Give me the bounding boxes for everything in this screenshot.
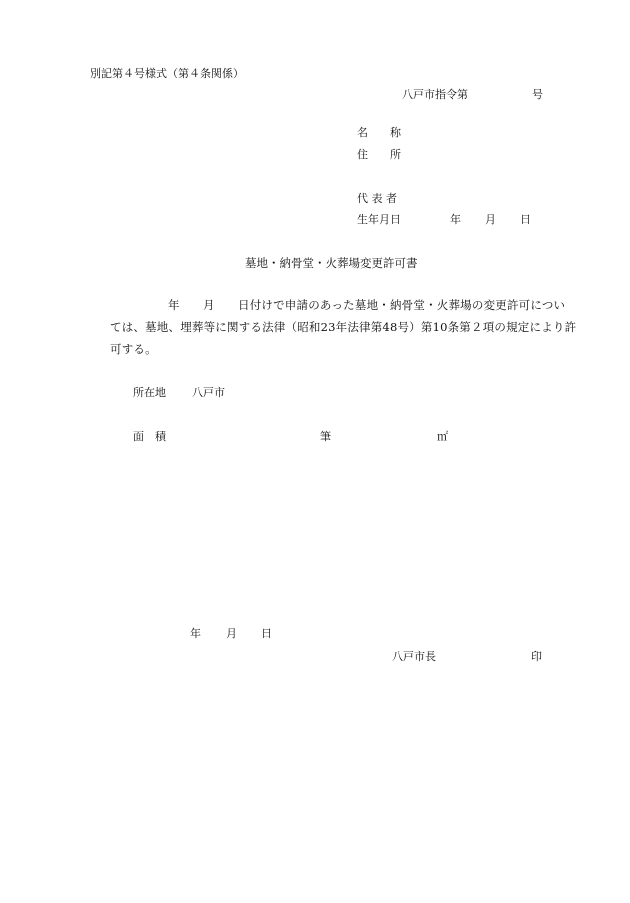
body-line-3: 可する。 xyxy=(110,342,157,356)
birthdate-day: 日 xyxy=(520,213,531,226)
body-line-2: ては、墓地、埋葬等に関する法律（昭和23年法律第48号）第10条第２項の規定により許 xyxy=(110,320,577,334)
issue-date-year: 年 xyxy=(190,627,201,640)
body-line-1: 日付けで申請のあった墓地・納骨堂・火葬場の変更許可につい xyxy=(238,298,566,312)
applicant-address-label: 住 所 xyxy=(357,148,401,161)
birthdate-label: 生年月日 xyxy=(357,213,401,226)
area-label: 面 積 xyxy=(133,430,166,443)
applicant-name-label: 名 称 xyxy=(357,126,401,139)
body-date-year: 年 xyxy=(168,298,180,312)
birthdate-month: 月 xyxy=(485,213,496,226)
issue-date-month: 月 xyxy=(226,627,237,640)
order-number-suffix: 号 xyxy=(532,88,543,101)
issue-date-day: 日 xyxy=(261,627,272,640)
location-label: 所在地 xyxy=(133,386,166,399)
parcel-unit: 筆 xyxy=(320,430,331,443)
representative-label: 代 表 者 xyxy=(357,192,397,205)
issuer-title: 八戸市長 xyxy=(392,650,436,663)
area-unit: ㎡ xyxy=(437,430,448,443)
form-label: 別記第４号様式（第４条関係） xyxy=(90,67,244,80)
body-date-month: 月 xyxy=(203,298,215,312)
order-number-prefix: 八戸市指令第 xyxy=(402,88,468,101)
seal-mark: 印 xyxy=(531,650,542,663)
birthdate-year: 年 xyxy=(450,213,461,226)
location-value: 八戸市 xyxy=(192,386,225,399)
document-title: 墓地・納骨堂・火葬場変更許可書 xyxy=(245,256,418,270)
